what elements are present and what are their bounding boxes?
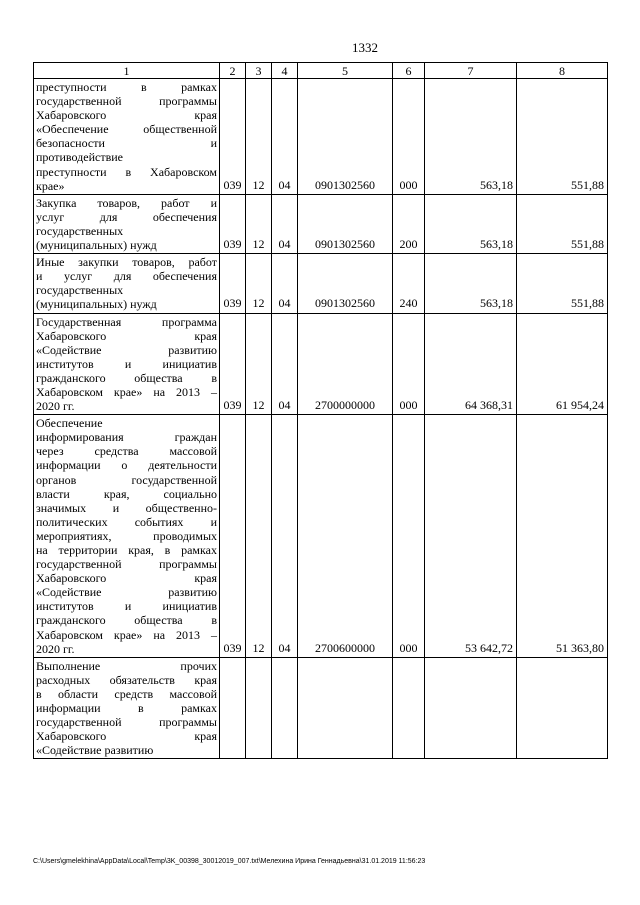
- section-code-cell: 12: [246, 79, 272, 195]
- section-code-cell: [246, 657, 272, 759]
- column-header: 3: [246, 63, 272, 79]
- column-header: 7: [425, 63, 517, 79]
- subsection-code-cell: 04: [272, 415, 298, 658]
- table-row: [34, 194, 608, 253]
- target-article-cell: 0901302560: [298, 194, 393, 253]
- subsection-code-cell: 04: [272, 313, 298, 415]
- description-line: услуг для обеспечения: [36, 209, 217, 224]
- description-line: Хабаровского края: [36, 108, 217, 123]
- description-line: Обеспечение: [36, 416, 103, 431]
- amount-cell: [425, 657, 517, 759]
- description-line: «Содействие развитию: [36, 743, 154, 758]
- description-line: Закупка товаров, работ и: [36, 195, 217, 210]
- table-row: [34, 415, 608, 658]
- section-code-cell: 12: [246, 415, 272, 658]
- description-line: (муниципальных) нужд: [36, 238, 157, 253]
- row-description: [34, 254, 220, 313]
- description-line: значимых и общественно-: [36, 500, 217, 515]
- subsection-code-cell: [272, 657, 298, 759]
- description-line: Выполнение прочих: [36, 658, 217, 673]
- target-article-cell: 0901302560: [298, 254, 393, 313]
- target-article-cell: 2700000000: [298, 313, 393, 415]
- description-line: государственной программы: [36, 715, 217, 730]
- description-line: 2020 гг.: [36, 641, 75, 656]
- amount-cell: 51 363,80: [517, 415, 608, 658]
- amount-cell: 61 954,24: [517, 313, 608, 415]
- description-line: 2020 гг.: [36, 399, 75, 414]
- description-line: преступности в рамках: [36, 80, 217, 94]
- row-description: [34, 194, 220, 253]
- column-header: 4: [272, 63, 298, 79]
- footer-file-path: C:\Users\gmelekhina\AppData\Local\Temp\3K_00398_30012019_007.txt\Мелехина Ирина Геннадьевна\31.01.2019 11:56:23: [33, 858, 426, 865]
- subsection-code-cell: 04: [272, 254, 298, 313]
- expense-type-cell: [393, 657, 425, 759]
- table-row: [34, 313, 608, 415]
- amount-cell: 563,18: [425, 79, 517, 195]
- amount-cell: 551,88: [517, 194, 608, 253]
- ministry-code-cell: 039: [220, 79, 246, 195]
- description-line: государственной программы: [36, 557, 217, 572]
- description-line: через средства массовой: [36, 444, 217, 459]
- ministry-code-cell: 039: [220, 415, 246, 658]
- target-article-cell: 0901302560: [298, 79, 393, 195]
- expense-type-cell: 000: [393, 79, 425, 195]
- row-description: [34, 415, 220, 658]
- description-line: государственной программы: [36, 94, 217, 109]
- subsection-code-cell: 04: [272, 194, 298, 253]
- description-line: (муниципальных) нужд: [36, 297, 157, 312]
- description-line: и услуг для обеспечения: [36, 269, 217, 284]
- expense-type-cell: 240: [393, 254, 425, 313]
- page-number: 1332: [352, 40, 378, 55]
- description-line: информирования граждан: [36, 430, 217, 445]
- description-line: политических событиях и: [36, 514, 217, 529]
- description-line: Хабаровском крае» на 2013 –: [36, 627, 217, 642]
- amount-cell: 563,18: [425, 194, 517, 253]
- description-line: государственных: [36, 223, 124, 238]
- description-line: в области средств массовой: [36, 686, 217, 701]
- amount-cell: [517, 657, 608, 759]
- description-line: органов государственной: [36, 472, 217, 487]
- description-line: Хабаровского края: [36, 729, 217, 744]
- description-line: крае»: [36, 178, 65, 193]
- target-article-cell: [298, 657, 393, 759]
- description-line: гражданского общества в: [36, 370, 217, 385]
- description-line: расходных обязательств края: [36, 672, 217, 687]
- description-line: гражданского общества в: [36, 613, 217, 628]
- table-row: [34, 79, 608, 195]
- target-article-cell: 2700600000: [298, 415, 393, 658]
- description-line: Государственная программа: [36, 314, 217, 329]
- description-line: информации в рамках: [36, 701, 217, 716]
- table-row: [34, 657, 608, 759]
- expense-type-cell: 200: [393, 194, 425, 253]
- row-description: [34, 657, 220, 759]
- section-code-cell: 12: [246, 254, 272, 313]
- description-line: Хабаровского края: [36, 328, 217, 343]
- row-description: [34, 79, 220, 195]
- description-line: власти края, социально: [36, 486, 217, 501]
- amount-cell: 551,88: [517, 254, 608, 313]
- section-code-cell: 12: [246, 194, 272, 253]
- description-line: «Содействие развитию: [36, 585, 217, 600]
- amount-cell: 64 368,31: [425, 313, 517, 415]
- expense-type-cell: 000: [393, 313, 425, 415]
- column-header: 2: [220, 63, 246, 79]
- description-line: государственных: [36, 283, 124, 298]
- description-line: институтов и инициатив: [36, 356, 217, 371]
- column-header: 6: [393, 63, 425, 79]
- description-line: институтов и инициатив: [36, 599, 217, 614]
- description-line: «Обеспечение общественной: [36, 122, 217, 137]
- budget-table: [33, 62, 608, 759]
- amount-cell: 563,18: [425, 254, 517, 313]
- description-line: противодействие: [36, 150, 124, 165]
- ministry-code-cell: 039: [220, 194, 246, 253]
- header-row: [34, 63, 608, 79]
- description-line: «Содействие развитию: [36, 342, 217, 357]
- description-line: Хабаровском крае» на 2013 –: [36, 384, 217, 399]
- description-line: на территории края, в рамках: [36, 543, 217, 557]
- subsection-code-cell: 04: [272, 79, 298, 195]
- section-code-cell: 12: [246, 313, 272, 415]
- description-line: безопасности и: [36, 136, 217, 151]
- ministry-code-cell: 039: [220, 313, 246, 415]
- description-line: Иные закупки товаров, работ: [36, 255, 217, 270]
- ministry-code-cell: [220, 657, 246, 759]
- ministry-code-cell: 039: [220, 254, 246, 313]
- amount-cell: 53 642,72: [425, 415, 517, 658]
- expense-type-cell: 000: [393, 415, 425, 658]
- amount-cell: 551,88: [517, 79, 608, 195]
- column-header: 5: [298, 63, 393, 79]
- description-line: Хабаровского края: [36, 571, 217, 586]
- description-line: преступности в Хабаровском: [36, 164, 217, 179]
- table-row: [34, 254, 608, 313]
- row-description: [34, 313, 220, 415]
- description-line: мероприятиях, проводимых: [36, 528, 217, 543]
- description-line: информации о деятельности: [36, 458, 217, 473]
- column-header: 1: [34, 63, 220, 79]
- column-header: 8: [517, 63, 608, 79]
